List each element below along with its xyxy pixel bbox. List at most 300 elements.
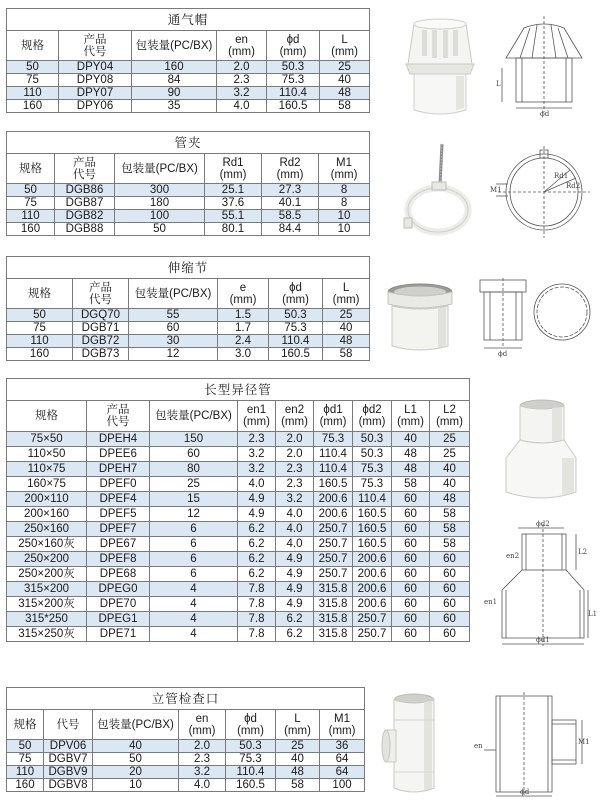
cell: 160	[7, 779, 44, 792]
cell: 60	[430, 597, 470, 612]
cell: 110×75	[7, 462, 87, 477]
cell: DPEH7	[87, 462, 150, 477]
cell: 60	[392, 537, 430, 552]
cell: 6	[150, 522, 238, 537]
cell: DGB82	[55, 210, 115, 223]
cell: DPEG1	[87, 612, 150, 627]
cell: 160	[7, 100, 59, 113]
cell: DPEG0	[87, 582, 150, 597]
cell: 2.0	[276, 447, 314, 462]
cell: 200.6	[314, 507, 353, 522]
column-header: 规格	[7, 31, 59, 61]
table-row	[7, 753, 365, 766]
cell: 200×110	[7, 492, 87, 507]
cell: 2.4	[218, 335, 269, 348]
column-header: L (mm)	[323, 279, 370, 309]
table-row	[7, 322, 370, 335]
table-row	[7, 447, 470, 462]
cell: 40	[430, 462, 470, 477]
vent-cap-section	[6, 8, 369, 113]
column-header: 产品 代号	[55, 154, 115, 184]
reducer-table	[6, 378, 470, 642]
cell: 60	[392, 567, 430, 582]
cell: 6.2	[276, 627, 314, 642]
cell: DPEF0	[87, 477, 150, 492]
cell: 315.8	[314, 582, 353, 597]
cell: 180	[115, 197, 205, 210]
cell: 58	[430, 537, 470, 552]
cell: 110.4	[269, 335, 323, 348]
cell: 50.3	[226, 740, 276, 753]
cell: DPEE6	[87, 447, 150, 462]
cell: 4	[150, 627, 238, 642]
cell: 60	[392, 492, 430, 507]
cell: 2.0	[179, 740, 226, 753]
table-row	[7, 766, 365, 779]
cell: 110	[7, 335, 73, 348]
cell: 4.0	[238, 477, 276, 492]
cell: 250×160	[7, 522, 87, 537]
cell: 4.9	[276, 597, 314, 612]
inspection-label-d: ϕd	[520, 788, 530, 796]
cell: DPEF4	[87, 492, 150, 507]
cell: 35	[132, 100, 217, 113]
cell: 75	[7, 197, 55, 210]
cell: 20	[93, 766, 179, 779]
cell: DPY08	[59, 74, 132, 87]
cell: 100	[115, 210, 205, 223]
cell: 58	[392, 477, 430, 492]
cell: 160.5	[353, 537, 392, 552]
expansion-joint-section	[6, 256, 369, 361]
column-header: L (mm)	[276, 710, 320, 740]
column-header: 代号	[44, 710, 93, 740]
column-header: 产品 代号	[87, 401, 150, 432]
cell: 8	[319, 197, 370, 210]
cell: 60	[392, 582, 430, 597]
cell: 40.1	[262, 197, 319, 210]
cell: 250.7	[314, 567, 353, 582]
cell: 84.4	[262, 223, 319, 236]
table-row	[7, 61, 370, 74]
cell: 27.3	[262, 184, 319, 197]
cell: 160.5	[267, 100, 320, 113]
cell: 7.8	[238, 627, 276, 642]
cell: 55	[129, 309, 218, 322]
cell: 4	[150, 612, 238, 627]
pipe-clamp-drawing	[490, 140, 594, 240]
cell: 25	[320, 61, 370, 74]
column-header: 包装量(PC/BX)	[132, 31, 217, 61]
column-header: en2 (mm)	[276, 401, 314, 432]
cell: DGB71	[73, 322, 129, 335]
table-row	[7, 507, 470, 522]
cell: 58	[323, 348, 370, 361]
reducer-drawing	[480, 520, 598, 648]
cell: DPE68	[87, 567, 150, 582]
cell: 1.7	[218, 322, 269, 335]
cell: DGB86	[55, 184, 115, 197]
cell: 4.0	[276, 537, 314, 552]
cell: 50	[7, 61, 59, 74]
cell: 84	[132, 74, 217, 87]
cell: 250.7	[314, 537, 353, 552]
cell: 4.0	[276, 507, 314, 522]
pipe-clamp-table	[6, 131, 370, 236]
cell: 75.3	[226, 753, 276, 766]
cell: 250.7	[314, 552, 353, 567]
cell: 40	[93, 740, 179, 753]
cap-label-l: L	[496, 80, 501, 88]
cell: 250×160灰	[7, 537, 87, 552]
column-header: 规格	[7, 401, 87, 432]
cell: 60	[430, 627, 470, 642]
cell: 75.3	[267, 74, 320, 87]
cell: 2.3	[276, 477, 314, 492]
cell: 250.7	[353, 612, 392, 627]
table-row	[7, 210, 370, 223]
cell: 6	[150, 537, 238, 552]
table-row	[7, 223, 370, 236]
column-header: ϕd2 (mm)	[353, 401, 392, 432]
table-row	[7, 612, 470, 627]
cell: 10	[319, 210, 370, 223]
cell: 40	[430, 477, 470, 492]
cell: 6.2	[238, 567, 276, 582]
reducer-label-d2: ϕd2	[536, 520, 550, 528]
cell: 25	[323, 309, 370, 322]
inspection-port-photo	[378, 690, 450, 798]
cell: 55.1	[205, 210, 262, 223]
cell: 75	[7, 322, 73, 335]
table-row	[7, 582, 470, 597]
reducer-section	[6, 378, 469, 642]
cell: 58	[320, 100, 370, 113]
column-header: 包装量(PC/BX)	[150, 401, 238, 432]
cell: DPEF7	[87, 522, 150, 537]
cell: 3.2	[217, 87, 267, 100]
cell: 200.6	[353, 582, 392, 597]
column-header: M1 (mm)	[319, 154, 370, 184]
reducer-label-d1: ϕd1	[536, 636, 550, 644]
table-title: 通气帽	[7, 9, 370, 31]
cell: 110.4	[267, 87, 320, 100]
table-row	[7, 740, 365, 753]
cell: 200.6	[314, 492, 353, 507]
cell: 75×50	[7, 432, 87, 447]
cell: 6.2	[276, 612, 314, 627]
column-header: 包装量(PC/BX)	[93, 710, 179, 740]
table-row	[7, 197, 370, 210]
vent-cap-photo	[398, 14, 482, 118]
inspection-port-section	[6, 687, 364, 792]
cell: 50.3	[353, 432, 392, 447]
cell: 110	[7, 87, 59, 100]
table-title: 管夹	[7, 132, 370, 154]
cell: DPV06	[44, 740, 93, 753]
column-header: en1 (mm)	[238, 401, 276, 432]
cell: 25	[150, 477, 238, 492]
cell: 4.9	[238, 492, 276, 507]
cell: 250×200	[7, 552, 87, 567]
cell: 58.5	[262, 210, 319, 223]
cell: 58	[276, 779, 320, 792]
cell: 90	[132, 87, 217, 100]
cell: 1.5	[218, 309, 269, 322]
cell: 110.4	[314, 462, 353, 477]
cell: 60	[392, 552, 430, 567]
cell: 48	[320, 87, 370, 100]
cell: 75.3	[353, 477, 392, 492]
cell: 4.9	[276, 552, 314, 567]
cell: 160.5	[353, 522, 392, 537]
cell: 4.9	[238, 507, 276, 522]
cell: 50	[7, 740, 44, 753]
cell: DGBV8	[44, 779, 93, 792]
cell: DGB88	[55, 223, 115, 236]
cell: 3.2	[179, 766, 226, 779]
cell: 50.3	[267, 61, 320, 74]
table-row	[7, 462, 470, 477]
cell: 6.2	[238, 537, 276, 552]
cell: DPY06	[59, 100, 132, 113]
cell: 3.0	[218, 348, 269, 361]
cell: 48	[392, 447, 430, 462]
cell: 110.4	[353, 492, 392, 507]
cell: 50.3	[353, 447, 392, 462]
inspection-port-table	[6, 687, 365, 792]
cell: DPE71	[87, 627, 150, 642]
cell: 160	[7, 348, 73, 361]
cell: 80	[150, 462, 238, 477]
cell: DPY04	[59, 61, 132, 74]
reducer-label-en1: en1	[484, 598, 498, 606]
cell: 315.8	[314, 627, 353, 642]
clamp-label-m1: M1	[490, 186, 502, 194]
inspection-label-en: en	[474, 742, 483, 750]
table-row	[7, 184, 370, 197]
table-row	[7, 335, 370, 348]
cell: 40	[320, 74, 370, 87]
table-title: 长型异径管	[7, 379, 470, 401]
cell: 8	[319, 184, 370, 197]
cell: 25	[430, 432, 470, 447]
cell: 315.8	[314, 612, 353, 627]
cell: DGB87	[55, 197, 115, 210]
cell: 200.6	[353, 552, 392, 567]
cell: 6	[150, 567, 238, 582]
cell: 150	[150, 432, 238, 447]
cell: 110	[7, 766, 44, 779]
cell: 60	[392, 612, 430, 627]
cell: 12	[150, 507, 238, 522]
clamp-label-rd1: Rd1	[554, 172, 569, 180]
cell: 4.9	[276, 582, 314, 597]
cell: 40	[276, 753, 320, 766]
table-row	[7, 597, 470, 612]
cell: DGQ70	[73, 309, 129, 322]
column-header: 包装量(PC/BX)	[115, 154, 205, 184]
cell: 315×200	[7, 582, 87, 597]
pipe-clamp-section	[6, 131, 369, 236]
cell: 50	[7, 309, 73, 322]
cell: 48	[430, 492, 470, 507]
table-row	[7, 309, 370, 322]
cell: 60	[129, 322, 218, 335]
cell: 64	[320, 766, 365, 779]
vent-cap-table	[6, 8, 370, 113]
column-header: en (mm)	[217, 31, 267, 61]
cell: 2.0	[276, 432, 314, 447]
column-header: L (mm)	[320, 31, 370, 61]
cell: 64	[320, 753, 365, 766]
cell: 50	[115, 223, 205, 236]
cell: DPE67	[87, 537, 150, 552]
column-header: ϕd (mm)	[269, 279, 323, 309]
table-row	[7, 552, 470, 567]
table-row	[7, 567, 470, 582]
expansion-joint-table	[6, 256, 370, 361]
cell: 6.2	[238, 522, 276, 537]
cell: 25	[276, 740, 320, 753]
cell: 50	[93, 753, 179, 766]
reducer-photo	[500, 396, 580, 506]
cell: 3.2	[276, 492, 314, 507]
inspection-port-drawing	[470, 690, 594, 798]
cell: 48	[392, 462, 430, 477]
cell: 4	[150, 597, 238, 612]
cell: 6.2	[238, 552, 276, 567]
cell: 2.3	[179, 753, 226, 766]
cell: 100	[320, 779, 365, 792]
cell: 60	[430, 612, 470, 627]
cell: 4.0	[217, 100, 267, 113]
column-header: ϕd1 (mm)	[314, 401, 353, 432]
cell: 110.4	[314, 447, 353, 462]
column-header: 规格	[7, 710, 44, 740]
cell: 200.6	[353, 567, 392, 582]
cell: 50	[7, 184, 55, 197]
cell: 40	[392, 432, 430, 447]
cell: 2.3	[238, 432, 276, 447]
table-row	[7, 100, 370, 113]
table-row	[7, 627, 470, 642]
cell: 36	[320, 740, 365, 753]
cell: 75.3	[314, 432, 353, 447]
reducer-label-l2: L2	[578, 548, 588, 556]
cell: 58	[430, 507, 470, 522]
reducer-label-en2: en2	[506, 552, 520, 560]
column-header: en (mm)	[179, 710, 226, 740]
table-row	[7, 87, 370, 100]
cell: 110×50	[7, 447, 87, 462]
table-row	[7, 522, 470, 537]
table-row	[7, 779, 365, 792]
table-title: 伸缩节	[7, 257, 370, 279]
column-header: Rd2 (mm)	[262, 154, 319, 184]
cell: 160×75	[7, 477, 87, 492]
cell: 40	[323, 322, 370, 335]
cell: 25	[430, 447, 470, 462]
column-header: ϕd (mm)	[226, 710, 276, 740]
cell: 48	[276, 766, 320, 779]
cell: 200×160	[7, 507, 87, 522]
cell: 315.8	[314, 597, 353, 612]
cell: 250.7	[314, 522, 353, 537]
cell: 160.5	[353, 507, 392, 522]
table-row	[7, 477, 470, 492]
cell: 25.1	[205, 184, 262, 197]
cell: 75.3	[353, 462, 392, 477]
vent-cap-drawing	[494, 12, 594, 118]
cell: DPE70	[87, 597, 150, 612]
cell: 80.1	[205, 223, 262, 236]
table-row	[7, 432, 470, 447]
cell: 160.5	[269, 348, 323, 361]
cell: DPEH4	[87, 432, 150, 447]
cell: 60	[392, 627, 430, 642]
cell: 4.0	[276, 522, 314, 537]
cell: 37.6	[205, 197, 262, 210]
table-row	[7, 492, 470, 507]
cell: 315×200灰	[7, 597, 87, 612]
column-header: 产品 代号	[59, 31, 132, 61]
cell: 160.5	[226, 779, 276, 792]
table-title: 立管检查口	[7, 688, 365, 710]
cell: DGBV9	[44, 766, 93, 779]
column-header: L1 (mm)	[392, 401, 430, 432]
cap-label-d: ϕd	[540, 110, 550, 118]
cell: 60	[430, 582, 470, 597]
cell: DPEF8	[87, 552, 150, 567]
column-header: M1 (mm)	[320, 710, 365, 740]
column-header: 规格	[7, 154, 55, 184]
cell: 6	[150, 552, 238, 567]
clamp-label-rd2: Rd2	[566, 182, 581, 190]
cell: 3.2	[238, 462, 276, 477]
column-header: 包装量(PC/BX)	[129, 279, 218, 309]
cell: 7.8	[238, 582, 276, 597]
cell: 60	[150, 447, 238, 462]
cell: 4.0	[179, 779, 226, 792]
cell: 160.5	[314, 477, 353, 492]
cell: 2.0	[217, 61, 267, 74]
expansion-joint-photo	[382, 282, 458, 356]
table-row	[7, 537, 470, 552]
pipe-clamp-photo	[398, 140, 478, 240]
cell: 60	[430, 567, 470, 582]
cell: 60	[392, 597, 430, 612]
cell: 12	[129, 348, 218, 361]
cell: DPEF5	[87, 507, 150, 522]
cell: DPY07	[59, 87, 132, 100]
column-header: L2 (mm)	[430, 401, 470, 432]
cell: 110.4	[226, 766, 276, 779]
cell: 3.2	[238, 447, 276, 462]
reducer-label-l1: L1	[588, 610, 598, 618]
cell: 160	[132, 61, 217, 74]
expansion-joint-drawing	[470, 276, 594, 358]
cell: 75.3	[269, 322, 323, 335]
column-header: Rd1 (mm)	[205, 154, 262, 184]
cell: DGB72	[73, 335, 129, 348]
cell: 60	[392, 522, 430, 537]
cell: DGB73	[73, 348, 129, 361]
cell: 4.9	[276, 567, 314, 582]
joint-label-d: ϕd	[498, 350, 508, 358]
cell: 200.6	[353, 597, 392, 612]
cell: 75	[7, 753, 44, 766]
